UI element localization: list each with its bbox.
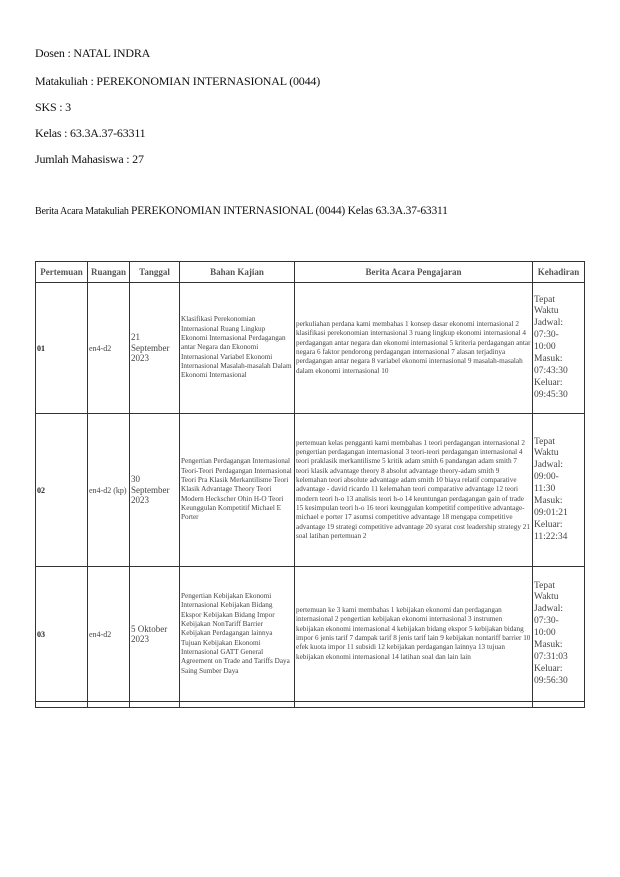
berita-acara-table <box>35 261 585 708</box>
tanggal-cell: 5 Oktober 2023 <box>130 567 180 702</box>
tanggal-cell: 21 September 2023 <box>130 283 180 414</box>
kehadiran-line: Waktu <box>534 448 559 459</box>
bahan-kajian-cell: Klasifikasi Perekonomian Internasional Ruang Lingkup Ekonomi Internasional Perdagangan antar Negara dan Ekonomi Internasional Variabel Ekonomi Internasional Masalah-masalah Dalam Ekonomi Internasional <box>180 283 295 414</box>
ruangan-cell: en4-d2 <box>88 283 130 414</box>
kehadiran-line: 11:30 <box>534 484 556 495</box>
pertemuan-cell: 02 <box>36 414 88 567</box>
subtitle-course: PEREKONOMIAN INTERNASIONAL (0044) Kelas 63.3A.37-63311 <box>131 205 448 217</box>
kehadiran-line: Keluar: <box>534 377 563 388</box>
kehadiran-line: Tepat <box>534 294 555 305</box>
table-row <box>36 567 585 702</box>
table-header-row <box>36 262 585 283</box>
kehadiran-line: 07:31:03 <box>534 651 568 662</box>
sks-label: SKS : 3 <box>35 100 71 114</box>
kehadiran-line: 10:00 <box>534 628 556 639</box>
kehadiran-line: Masuk: <box>534 353 563 364</box>
kehadiran-line: 07:30- <box>534 616 559 627</box>
kehadiran-line: Jadwal: <box>534 318 564 329</box>
col-bahan-kajian: Bahan Kajian <box>180 262 295 283</box>
empty-cell <box>36 702 88 708</box>
pertemuan-cell: 03 <box>36 567 88 702</box>
jumlah-mahasiswa-label: Jumlah Mahasiswa : 27 <box>35 152 144 166</box>
bahan-kajian-cell: Pengertian Perdagangan Internasional Teori-Teori Perdagangan Internasional Teori Pra Klasik Merkantilisme Teori Klasik Advantage Theory Teori Modern Heckscher Ohin H-O Teori Keunggulan Kompetitif Michael E Porter <box>180 414 295 567</box>
col-ruangan: Ruangan <box>88 262 130 283</box>
kehadiran-line: Waktu <box>534 592 559 603</box>
kehadiran-cell <box>533 567 585 702</box>
berita-acara-cell: perkuliahan perdana kami membahas 1 konsep dasar ekonomi internasional 2 klasifikasi perekonomian internasional 3 ruang lingkup ekonomi internasional 4 perdagangan antar negara dan ekonomi internasional 5 kriteria perdagangan antar negara 6 faktor pendorong perdagangan internasional 7 alasan terjadinya perdagangan antar negara 8 variabel ekonomi internasional 9 masalah-masalah dalam ekonomi internasional 10 <box>295 283 533 414</box>
kehadiran-cell <box>533 283 585 414</box>
bahan-kajian-cell: Pengertian Kebijakan Ekonomi Internasional Kebijakan Bidang Ekspor Kebijakan Bidang Impor Kebijakan NonTariff Barrier Kebijakan Perdagangan lainnya Tujuan Kebijakan Ekonomi Internasional GATT General Agreement on Trade and Tariffs Daya Saing Sumber Daya <box>180 567 295 702</box>
berita-acara-title <box>35 205 448 217</box>
kehadiran-cell <box>533 414 585 567</box>
table-row <box>36 414 585 567</box>
empty-cell <box>295 702 533 708</box>
kehadiran-line: Keluar: <box>534 519 563 530</box>
table-continuation-row <box>36 702 585 708</box>
kehadiran-line: Waktu <box>534 306 559 317</box>
pertemuan-cell: 01 <box>36 283 88 414</box>
berita-acara-cell: pertemuan kelas pengganti kami membahas 1 teori perdagangan internasional 2 pengertian perdagangan internasional 3 teori-teori perdagangan internasional 4 teori praklasik merkantilisme 5 kritik adam smith 6 pandangan adam smith 7 teori klasik advantage theory 8 absolut advantage theory-adam smith 9 kelemahan teori absolute advantage adam smith 10 biaya relatif comparative advantage - david ricardo 11 kelemahan teori comparative advantage 12 teori modern teori h-o 13 analisis teori h-o 14 keuntungan perdagangan gain of trade 15 kesimpulan teori h-o 16 teori keunggulan kompetitif competitive advantage-michael e porter 17 asumsi competitive advantage 18 mengapa competitive advantage 19 strategi competitive advantage 20 syarat cost leadership strategy 21 soal latihan pertemuan 2 <box>295 414 533 567</box>
tanggal-cell: 30 September 2023 <box>130 414 180 567</box>
kehadiran-line: Tepat <box>534 580 555 591</box>
kehadiran-line: 09:45:30 <box>534 389 568 400</box>
kehadiran-line: Masuk: <box>534 639 563 650</box>
col-berita-acara: Berita Acara Pengajaran <box>295 262 533 283</box>
kehadiran-line: Masuk: <box>534 495 563 506</box>
kehadiran-line: 10:00 <box>534 342 556 353</box>
kehadiran-line: Keluar: <box>534 663 563 674</box>
berita-acara-cell: pertemuan ke 3 kami membahas 1 kebijakan ekonomi dan perdagangan internasional 2 pengertian kebijakan ekonomi internasional 3 instrumen kebijakan ekonomi internasional 4 kebijakan bidang ekspor 5 kebijakan bidang impor 6 jenis tarif 7 dampak tarif 8 jenis tarif lain 9 kebijakan nontariff barrier 10 efek kuota impor 11 subsidi 12 kebijakan perdagangan lainnya 13 tujuan kebijakan ekonomi internasional 14 latihan soal dan lain lain <box>295 567 533 702</box>
kehadiran-line: 07:43:30 <box>534 365 568 376</box>
dosen-label: Dosen : NATAL INDRA <box>35 46 151 60</box>
col-pertemuan: Pertemuan <box>36 262 88 283</box>
table-row <box>36 283 585 414</box>
kelas-label: Kelas : 63.3A.37-63311 <box>35 126 146 140</box>
kehadiran-line: 09:00- <box>534 472 559 483</box>
kehadiran-line: 09:01:21 <box>534 507 568 518</box>
subtitle-prefix: Berita Acara Matakuliah <box>35 206 131 217</box>
kehadiran-line: Tepat <box>534 436 555 447</box>
empty-cell <box>180 702 295 708</box>
col-kehadiran: Kehadiran <box>533 262 585 283</box>
kehadiran-line: 09:56:30 <box>534 675 568 686</box>
empty-cell <box>533 702 585 708</box>
kehadiran-line: 11:22:34 <box>534 531 568 542</box>
col-tanggal: Tanggal <box>130 262 180 283</box>
kehadiran-line: Jadwal: <box>534 460 564 471</box>
ruangan-cell: en4-d2 (kp) <box>88 414 130 567</box>
matakuliah-label: Matakuliah : PEREKONOMIAN INTERNASIONAL (0044) <box>35 74 320 88</box>
kehadiran-line: Jadwal: <box>534 604 564 615</box>
kehadiran-line: 07:30- <box>534 330 559 341</box>
empty-cell <box>130 702 180 708</box>
empty-cell <box>88 702 130 708</box>
ruangan-cell: en4-d2 <box>88 567 130 702</box>
